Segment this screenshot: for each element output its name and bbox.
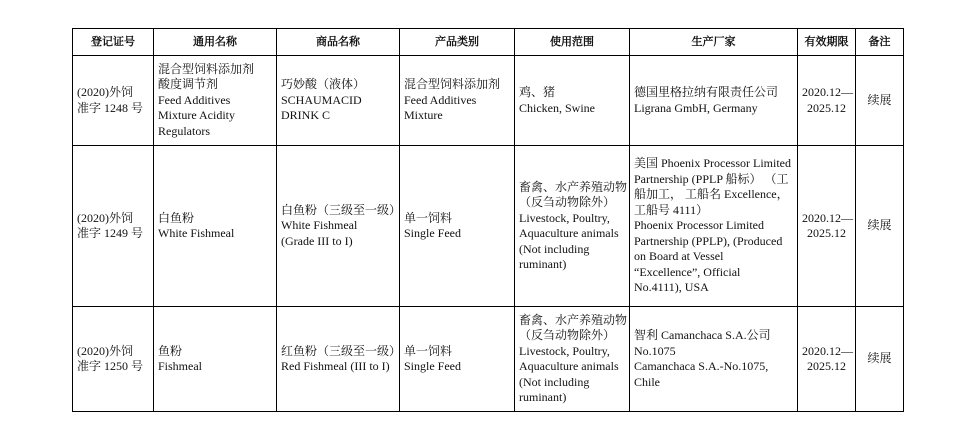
cell-line: 准字 1248 号	[77, 100, 144, 115]
registration-table	[72, 28, 904, 412]
reg-no-cell	[73, 56, 154, 146]
cell-line: 准字 1250 号	[77, 359, 144, 373]
cell-line: 2025.12	[807, 226, 846, 240]
generic-name-cell	[154, 56, 277, 146]
validity-cell	[798, 307, 856, 412]
cell-line: Fishmeal	[158, 359, 202, 373]
header-row	[73, 29, 904, 56]
cell-line: 巧妙酸（液体）	[281, 77, 366, 92]
cell-line: 2025.12	[807, 359, 846, 373]
cell-line: (Not including	[519, 241, 590, 256]
cell-line: Camanchaca S.A.-No.1075,	[634, 359, 769, 373]
cell-line: No.4111), USA	[634, 280, 709, 295]
header-remark: 备注	[856, 29, 904, 56]
cell-line: 准字 1249 号	[77, 226, 144, 240]
table-row	[73, 146, 904, 307]
cell-line: 畜禽、水产养殖动物	[519, 312, 628, 327]
cell-line: 船加工， 工船名 Excellence，	[634, 187, 789, 202]
cell-line: Chile	[634, 374, 660, 389]
scope-cell	[515, 146, 630, 307]
cell-line: Mixture	[404, 108, 443, 123]
cell-line: 畜禽、水产养殖动物	[519, 179, 628, 194]
generic-name-cell	[154, 146, 277, 307]
manufacturer-cell	[630, 56, 798, 146]
cell-line: Livestock, Poultry,	[519, 343, 610, 358]
cell-line: 德国里格拉纳有限责任公司	[634, 85, 779, 99]
cell-line: Feed Additives	[404, 92, 477, 107]
cell-line: Chicken, Swine	[519, 100, 595, 115]
table-row	[73, 56, 904, 146]
category-cell	[400, 146, 515, 307]
header-validity: 有效期限	[798, 29, 856, 56]
cell-line: 白鱼粉（三级至一级）	[281, 202, 402, 217]
header-scope: 使用范围	[515, 29, 630, 56]
cell-line: 2020.12—	[802, 210, 853, 225]
manufacturer-cell	[630, 307, 798, 412]
generic-name-cell	[154, 307, 277, 412]
cell-line: (2020)外饲	[77, 343, 133, 358]
cell-line: (Grade III to I)	[281, 233, 353, 248]
cell-line: ruminant)	[519, 390, 567, 404]
cell-line: Phoenix Processor Limited	[634, 218, 764, 233]
cell-line: (Not including	[519, 374, 590, 389]
cell-line: Partnership (PPLP), (Produced	[634, 233, 783, 248]
cell-line: DRINK C	[281, 108, 331, 123]
manufacturer-cell	[630, 146, 798, 307]
cell-line: 混合型饲料添加剂	[158, 61, 255, 76]
cell-line: Livestock, Poultry,	[519, 210, 610, 225]
cell-line: Ligrana GmbH, Germany	[634, 100, 758, 115]
header-reg-no: 登记证号	[73, 29, 154, 56]
cell-line: White Fishmeal	[158, 226, 235, 240]
category-cell	[400, 307, 515, 412]
cell-line: Single Feed	[404, 226, 461, 240]
trade-name-cell	[277, 146, 400, 307]
trade-name-cell	[277, 307, 400, 412]
cell-line: 单一饲料	[404, 210, 453, 225]
cell-line: (2020)外饲	[77, 85, 133, 99]
table-row	[73, 307, 904, 412]
cell-line: 鱼粉	[158, 343, 183, 358]
header-category: 产品类别	[400, 29, 515, 56]
cell-line: 混合型饲料添加剂	[404, 77, 501, 92]
cell-line: (2020)外饲	[77, 210, 133, 225]
cell-line: 鸡、猪	[519, 85, 556, 99]
cell-line: Aquaculture animals	[519, 359, 619, 373]
remark-cell: 续展	[856, 146, 904, 307]
scope-cell	[515, 56, 630, 146]
cell-line: 2020.12—	[802, 85, 853, 99]
cell-line: （反刍动物除外）	[519, 328, 616, 342]
reg-no-cell	[73, 307, 154, 412]
cell-line: ruminant)	[519, 257, 567, 271]
cell-line: Regulators	[158, 123, 210, 138]
cell-line: 酸度调节剂	[158, 77, 219, 92]
cell-line: 2025.12	[807, 100, 846, 115]
cell-line: on Board at Vessel	[634, 249, 724, 264]
scope-cell	[515, 307, 630, 412]
remark-cell: 续展	[856, 307, 904, 412]
remark-cell: 续展	[856, 56, 904, 146]
trade-name-cell	[277, 56, 400, 146]
header-generic-name: 通用名称	[154, 29, 277, 56]
cell-line: 2020.12—	[802, 343, 853, 358]
cell-line: 美国 Phoenix Processor Limited	[634, 156, 791, 171]
header-manufacturer: 生产厂家	[630, 29, 798, 56]
validity-cell	[798, 146, 856, 307]
header-trade-name: 商品名称	[277, 29, 400, 56]
cell-line: 单一饲料	[404, 343, 453, 358]
cell-line: White Fishmeal	[281, 218, 358, 233]
cell-line: Feed Additives	[158, 92, 231, 107]
cell-line: “Excellence”, Official	[634, 264, 741, 279]
validity-cell	[798, 56, 856, 146]
cell-line: 工船号 4111）	[634, 202, 709, 217]
cell-line: Mixture Acidity	[158, 108, 235, 123]
cell-line: SCHAUMACID	[281, 92, 362, 107]
cell-line: 红鱼粉（三级至一级）	[281, 343, 402, 358]
reg-no-cell	[73, 146, 154, 307]
cell-line: 白鱼粉	[158, 210, 195, 225]
cell-line: Red Fishmeal (III to I)	[281, 359, 390, 373]
cell-line: 智利 Camanchaca S.A.公司	[634, 328, 771, 342]
category-cell	[400, 56, 515, 146]
cell-line: Partnership (PPLP 船标） （工	[634, 171, 789, 186]
cell-line: Single Feed	[404, 359, 461, 373]
cell-line: Aquaculture animals	[519, 226, 619, 240]
cell-line: （反刍动物除外）	[519, 195, 616, 209]
cell-line: No.1075	[634, 343, 676, 358]
